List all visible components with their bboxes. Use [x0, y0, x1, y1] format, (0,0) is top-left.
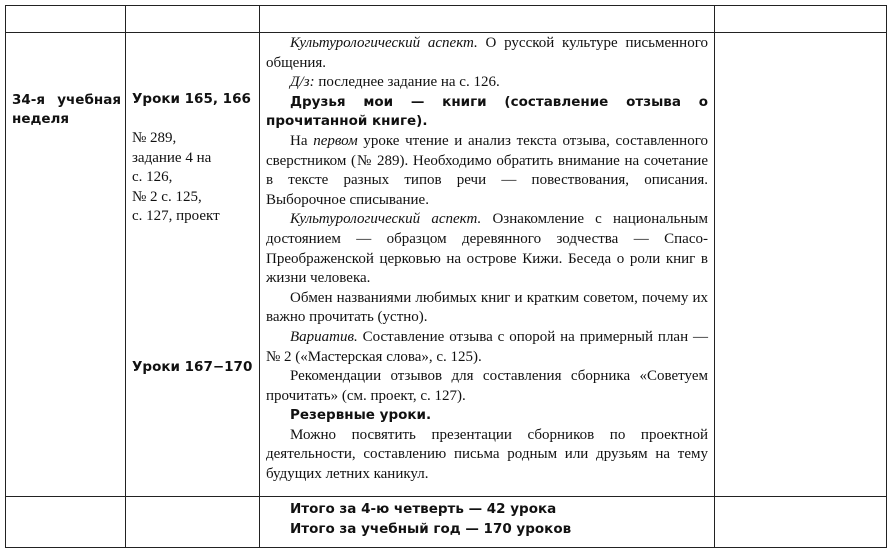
lessons-cell — [126, 33, 260, 497]
cell-empty — [715, 6, 887, 33]
cell-empty — [6, 6, 126, 33]
table-row-top — [6, 6, 887, 33]
paragraph-homework: Д/з: последнее задание на с. 126. — [290, 74, 500, 91]
ref-line: задание 4 на — [132, 149, 212, 166]
ref-line: № 289, — [132, 130, 177, 146]
paragraph-recommendations: Рекомендации отзывов для составления сборника «Советуем прочитать» (см. проект, с. 127). — [266, 368, 708, 404]
lessons-reserve-title: Уроки 167−170 — [132, 358, 253, 375]
lessons-main-title: Уроки 165, 166 — [132, 91, 251, 107]
table-row-totals — [6, 497, 887, 548]
cell-empty — [126, 6, 260, 33]
cell-empty — [6, 497, 126, 548]
lesson-topic-title: Друзья мои — книги (составление отзыва о прочитанной книге). — [266, 93, 708, 130]
ref-line: с. 126, — [132, 169, 173, 186]
week-cell — [6, 33, 126, 497]
paragraph-variative: Вариатив. Составление отзыва с опорой на примерный план — № 2 («Мастерская слова», с. 125). — [266, 328, 708, 365]
ref-line: с. 127, проект — [132, 208, 220, 225]
week-line-2: неделя — [12, 111, 70, 127]
content-cell — [260, 33, 715, 497]
paragraph-book-exchange: Обмен названиями любимых книг и кратким советом, почему их важно прочитать (устно). — [266, 289, 708, 326]
cell-empty — [260, 6, 715, 33]
ref-line: № 2 с. 125, — [132, 188, 202, 205]
paragraph-first-lesson: На первом уроке чтение и анализ текста отзыва, составленного сверстником (№ 289). Необходимо обратить внимание на сочетание в тексте разных типов речи — повествования, описания. Выборочное списывание. — [266, 132, 708, 208]
reserve-lessons-title: Резервные уроки. — [290, 407, 432, 424]
total-year: Итого за учебный год — 170 уроков — [290, 520, 572, 537]
paragraph-culture-aspect-2: Культурологический аспект. Ознакомление с национальным достоянием — образцом деревянного зодчества — Спасо-Преображенской церковью на острове Кижи. Беседа о роли книг в жизни человека. — [266, 211, 708, 287]
lessons-references — [132, 129, 255, 227]
paragraph-culture-aspect: Культурологический аспект. О русской культуре письменного общения. — [266, 35, 708, 71]
totals-cell — [260, 497, 715, 548]
cell-empty — [715, 497, 887, 548]
cell-empty — [715, 33, 887, 497]
lesson-plan-table — [5, 5, 887, 548]
table-row-week-34 — [6, 33, 887, 497]
total-quarter: Итого за 4-ю четверть — 42 урока — [290, 501, 557, 517]
cell-empty — [126, 497, 260, 548]
week-line-1: 34-я учебная — [12, 92, 121, 108]
paragraph-reserve: Можно посвятить презентации сборников по проектной деятельности, составлению письма родным или друзьям на тему будущих летних каникул. — [266, 426, 708, 483]
